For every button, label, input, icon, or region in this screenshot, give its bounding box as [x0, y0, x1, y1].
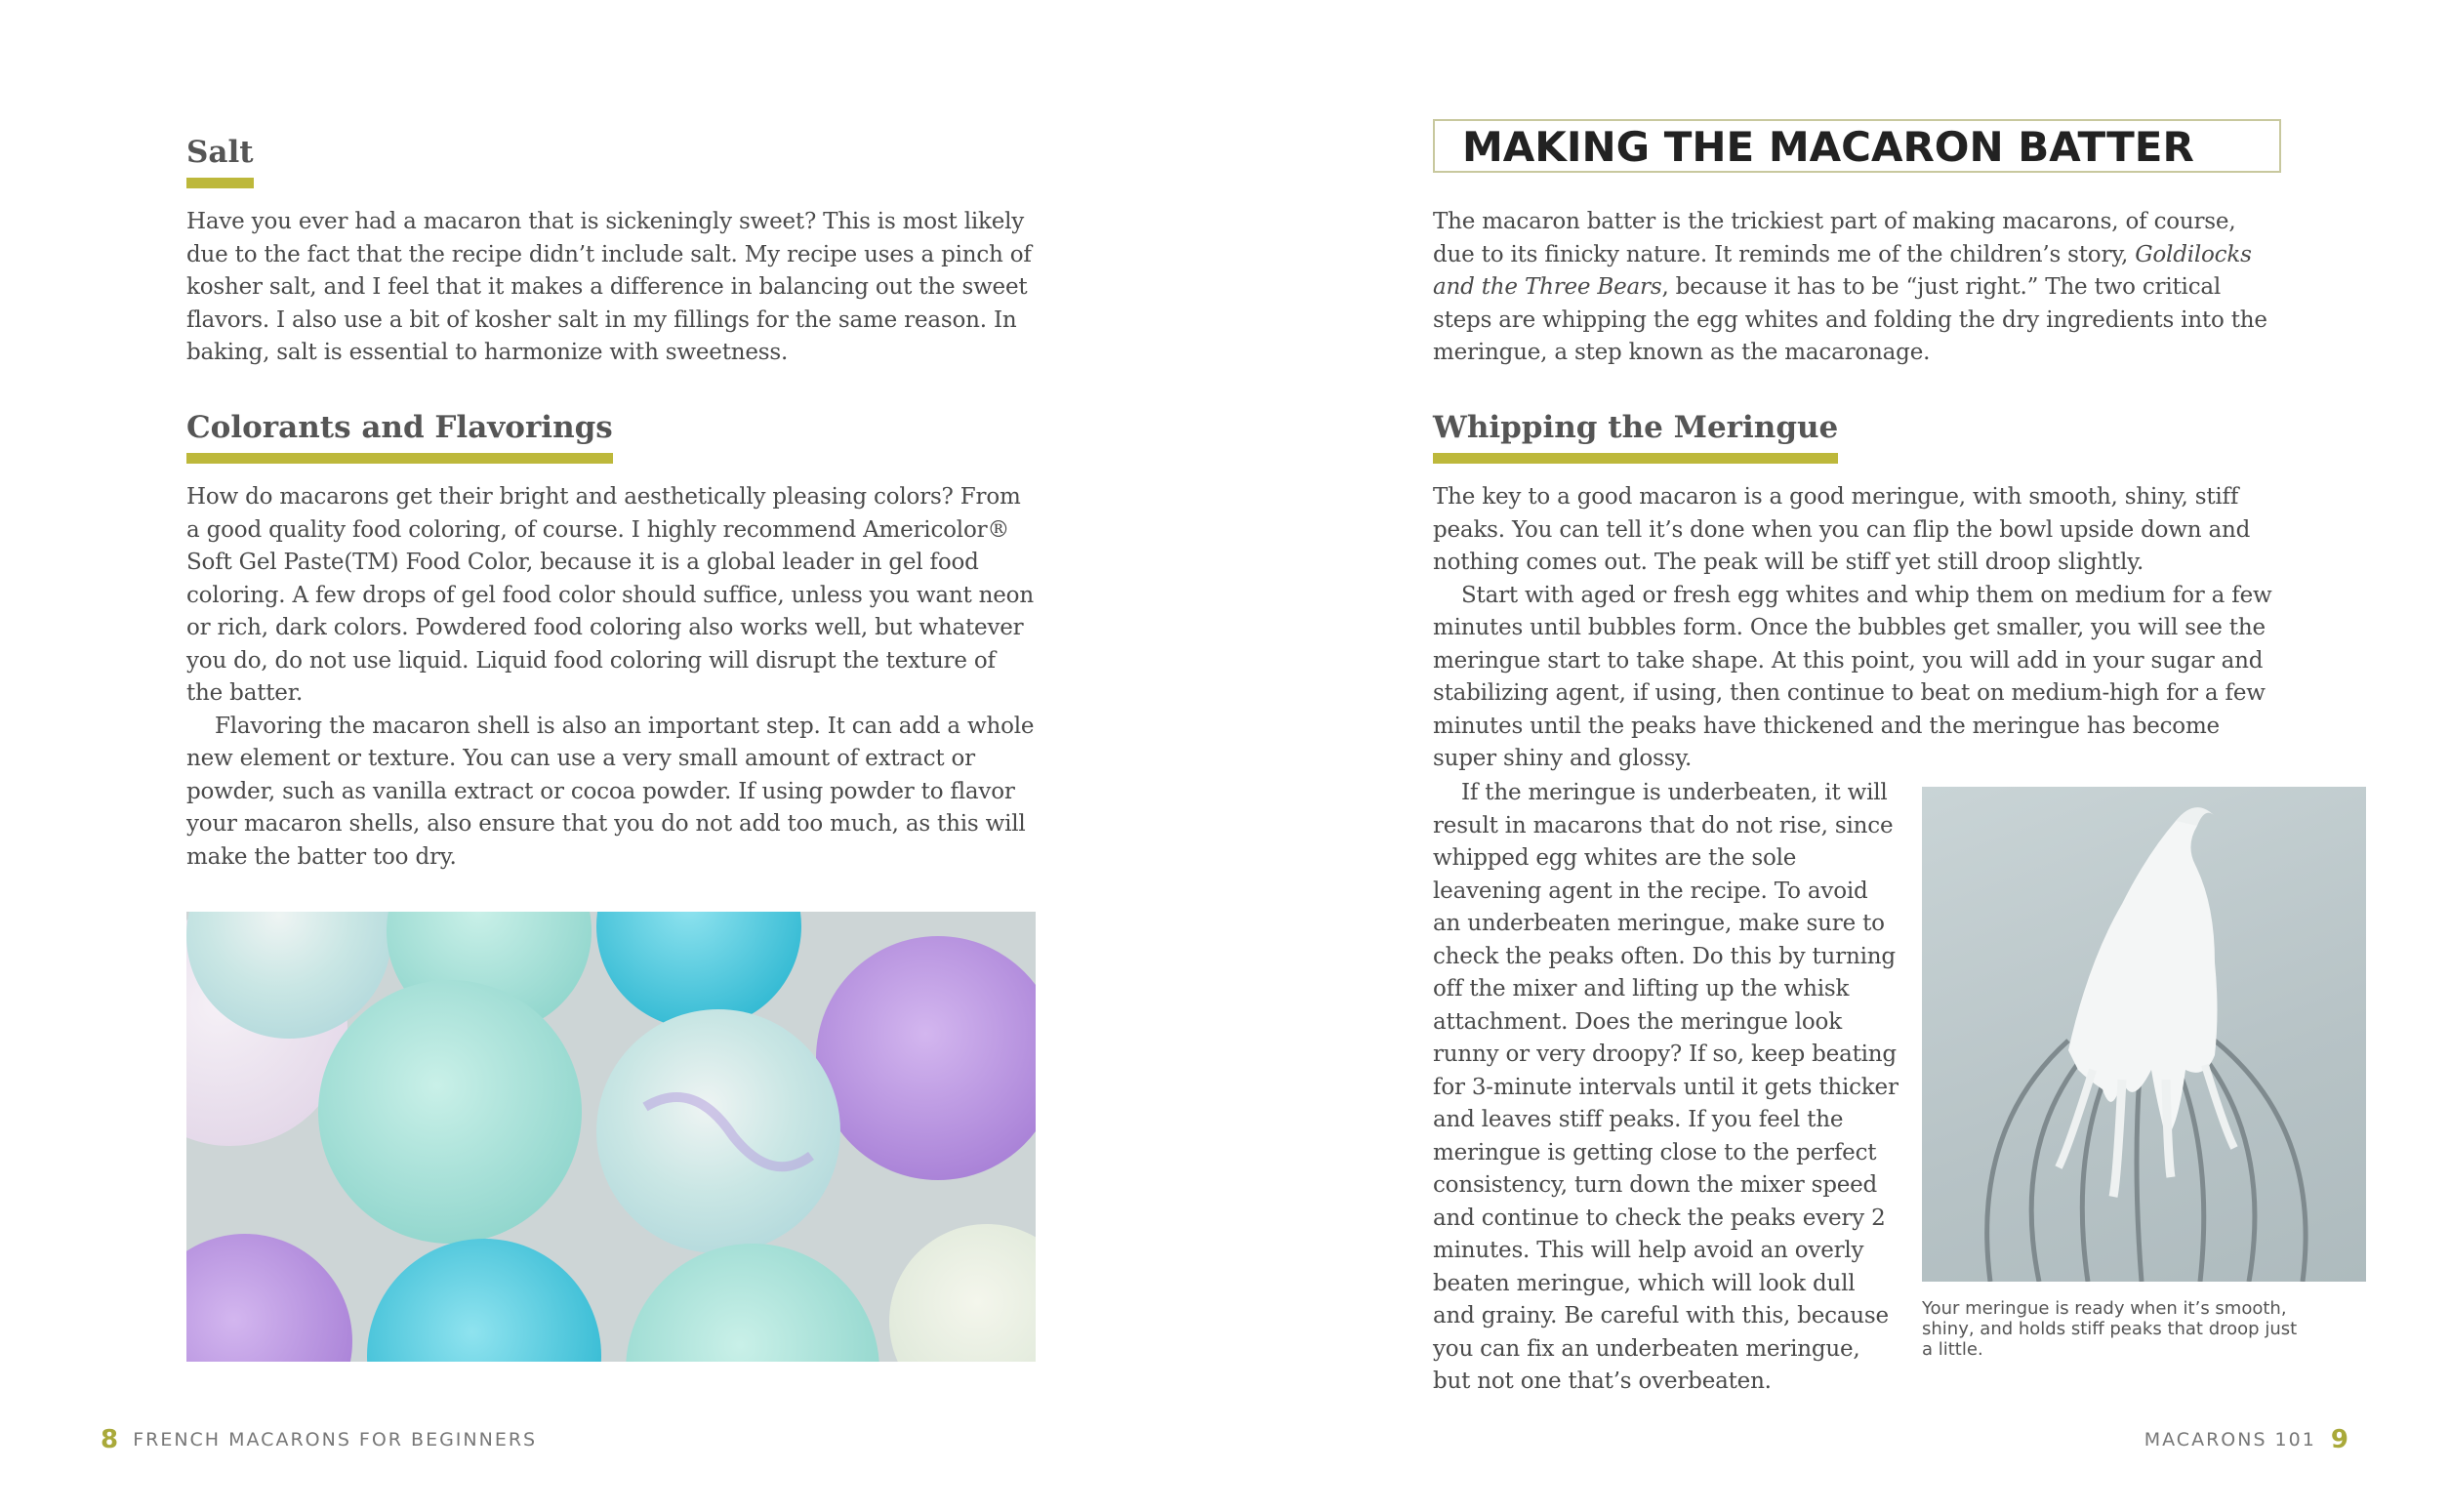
- salt-body: [186, 206, 1036, 370]
- intro-paragraph: [1433, 206, 2282, 370]
- left-running-title: FRENCH MACARONS FOR BEGINNERS: [133, 1429, 538, 1451]
- whipping-heading: Whipping the Meringue: [1433, 408, 1838, 464]
- right-folio: [2144, 1425, 2348, 1454]
- salt-heading: Salt: [186, 133, 254, 188]
- chapter-title-box: [1433, 119, 2281, 173]
- whisk-photo-caption: Your meringue is ready when it’s smooth, shiny, and holds stiff peaks that droop just a little.: [1922, 1298, 2298, 1360]
- salt-paragraph: Have you ever had a macaron that is sickeningly sweet? This is most likely due to the fact that the recipe didn’t include salt. My recipe uses a pinch of kosher salt, and I feel that it makes a difference in balancing out the sweet flavors. I also use a bit of kosher salt in my fillings for the same reason. In baking, salt is essential to harmonize with sweetness.: [186, 209, 1032, 365]
- whipping-paragraph-1: The key to a good macaron is a good meringue, with smooth, shiny, stiff peaks. You can tell it’s done when you can flip the bowl upside down and nothing comes out. The peak will be stiff yet still droop slightly.: [1433, 484, 2251, 575]
- colorants-paragraph-2: Flavoring the macaron shell is also an important step. It can add a whole new element or texture. You can use a very small amount of extract or powder, such as vanilla extract or cocoa powder. If using powder to flavor your macaron shells, also ensure that you do not add too much, as this will make the batter too dry.: [186, 713, 1035, 870]
- whipping-body: [1433, 481, 2282, 776]
- salt-section: [186, 133, 1036, 370]
- intro-body: [1433, 206, 2282, 370]
- left-folio: [101, 1425, 537, 1454]
- whipping-section: [1433, 408, 2282, 776]
- intro-text-end: , because it has to be “just right.” The two critical steps are whipping the egg whites and folding the dry ingredients into the meringue, a step known as the macaronage.: [1433, 274, 2267, 365]
- right-running-title: MACARONS 101: [2144, 1429, 2316, 1451]
- whipping-paragraph-3: If the meringue is underbeaten, it will result in macarons that do not rise, since whipped egg whites are the sole leavening agent in the recipe. To avoid an underbeaten meringue, make sure to check the peaks often. Do this by turning off the mixer and lifting up the whisk attachment. Does the meringue look runny or very droopy? If so, keep beating for 3-minute intervals until it gets thicker and leaves stiff peaks. If you feel the meringue is getting close to the perfect consistency, turn down the mixer speed and continue to check the peaks every 2 minutes. This will help avoid an overly beaten meringue, which will look dull and grainy. Be careful with this, because you can fix an underbeaten meringue, but not one that’s overbeaten.: [1433, 780, 1899, 1394]
- macarons-photo: [186, 912, 1036, 1362]
- whisk-meringue-illustration: [1922, 787, 2366, 1282]
- colorants-paragraph-1: How do macarons get their bright and aesthetically pleasing colors? From a good quality food coloring, of course. I highly recommend Americolor® Soft Gel Paste(TM) Food Color, because it is a global leader in gel food coloring. A few drops of gel food color should suffice, unless you want neon or rich, dark colors. Powdered food coloring also works well, but whatever you do, do not use liquid. Liquid food coloring will disrupt the texture of the batter.: [186, 484, 1034, 706]
- intro-text-start: The macaron batter is the trickiest part of making macarons, of course, due to its finicky nature. It reminds me of the children’s story,: [1433, 209, 2236, 267]
- whipping-paragraph-2: Start with aged or fresh egg whites and whip them on medium for a few minutes until bubbles form. Once the bubbles get smaller, you will see the meringue start to take shape. At this point, you will add in your sugar and stabilizing agent, if using, then continue to beat on medium-high for a few minutes until the peaks have thickened and the meringue has become super shiny and glossy.: [1433, 582, 2272, 771]
- right-page: [1225, 0, 2450, 1512]
- wrap-text-column: [1433, 777, 1901, 1399]
- colorants-body: [186, 481, 1036, 874]
- intro-section: [1433, 206, 2282, 370]
- colorants-section: [186, 408, 1036, 874]
- chapter-title: MAKING THE MACARON BATTER: [1462, 123, 2194, 171]
- whisk-photo: [1922, 787, 2366, 1282]
- macarons-illustration: [186, 912, 1036, 1362]
- right-page-number: 9: [2330, 1425, 2348, 1454]
- colorants-heading: Colorants and Flavorings: [186, 408, 613, 464]
- intro-book-title: Goldilocks and the Three Bears: [1433, 241, 2252, 300]
- left-page-number: 8: [101, 1425, 119, 1454]
